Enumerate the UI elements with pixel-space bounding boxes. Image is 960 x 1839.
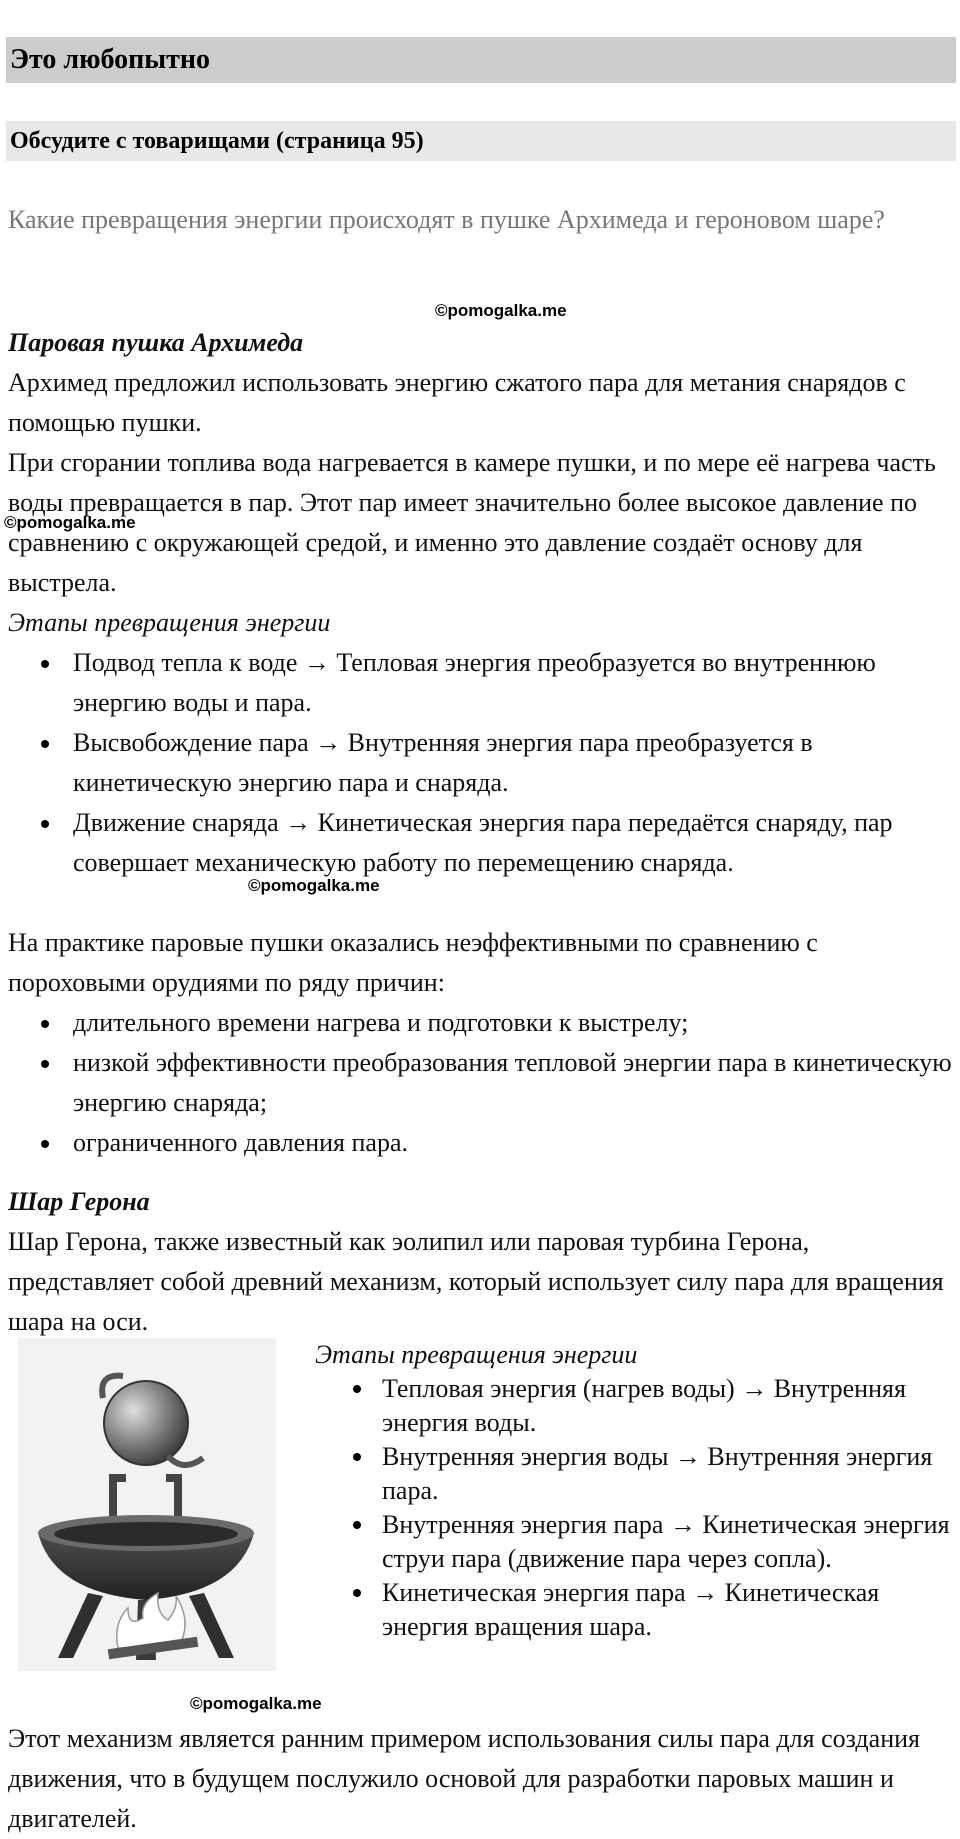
- heron-stages: [315, 1338, 955, 1644]
- heron-section: [8, 1182, 953, 1342]
- list-item: Высвобождение пара → Внутренняя энергия пара преобразуется в кинетическую энергию пара и снаряда.: [8, 723, 953, 803]
- practice-paragraph: На практике паровые пушки оказались неэффективными по сравнению с пороховыми орудиями по ряду причин:: [8, 928, 818, 997]
- practice-section: [8, 923, 953, 1163]
- reasons-list: [8, 1003, 953, 1163]
- section-title: Это любопытно: [6, 37, 956, 83]
- list-item: ограниченного давления пара.: [8, 1123, 953, 1163]
- watermark: ©pomogalka.me: [190, 1694, 322, 1713]
- list-item: низкой эффективности преобразования тепловой энергии пара в кинетическую энергию снаряда;: [8, 1043, 953, 1123]
- heron-stages-title: Этапы превращения энергии: [315, 1340, 638, 1369]
- list-item: Внутренняя энергия воды → Внутренняя энергия пара.: [315, 1440, 955, 1508]
- list-item: Движение снаряда → Кинетическая энергия пара передаётся снаряду, пар совершает механическую работу по перемещению снаряда.: [8, 803, 953, 883]
- question-text: Какие превращения энергии происходят в пушке Архимеда и героновом шаре?: [8, 205, 885, 234]
- heron-stages-list: [315, 1372, 955, 1644]
- cannon-section: [8, 323, 953, 883]
- subsection-title: Обсудите с товарищами (страница 95): [6, 121, 956, 161]
- cannon-paragraph-1: Архимед предложил использовать энергию сжатого пара для метания снарядов с помощью пушки.: [8, 368, 906, 437]
- watermark: ©pomogalka.me: [248, 876, 380, 895]
- cannon-stages-list: [8, 643, 953, 883]
- list-item: Подвод тепла к воде → Тепловая энергия преобразуется во внутреннюю энергию воды и пара.: [8, 643, 953, 723]
- watermark: ©pomogalka.me: [435, 301, 567, 320]
- watermark: ©pomogalka.me: [4, 513, 136, 532]
- list-item: Внутренняя энергия пара → Кинетическая энергия струи пара (движение пара через сопла).: [315, 1508, 955, 1576]
- cannon-heading: Паровая пушка Архимеда: [8, 328, 304, 357]
- cannon-stages-title: Этапы превращения энергии: [8, 608, 331, 637]
- heron-heading: Шар Герона: [8, 1187, 150, 1216]
- list-item: Тепловая энергия (нагрев воды) → Внутренняя энергия воды.: [315, 1372, 955, 1440]
- heron-conclusion: Этот механизм является ранним примером использования силы пара для создания движения, что в будущем послужило основой для разработки паровых машин и двигателей.: [8, 1724, 920, 1833]
- heron-paragraph: Шар Герона, также известный как эолипил или паровая турбина Герона, представляет собой древний механизм, который использует силу пара для вращения шара на оси.: [8, 1227, 944, 1336]
- list-item: длительного времени нагрева и подготовки к выстрелу;: [8, 1003, 953, 1043]
- cannon-paragraph-2: При сгорании топлива вода нагревается в камере пушки, и по мере её нагрева часть воды превращается в пар. Этот пар имеет значительно более высокое давление по сравнению с окружающей средой, и именно это давление создаёт основу для выстрела.: [8, 448, 936, 597]
- list-item: Кинетическая энергия пара → Кинетическая энергия вращения шара.: [315, 1576, 955, 1644]
- heron-aeolipile-illustration: [18, 1338, 276, 1671]
